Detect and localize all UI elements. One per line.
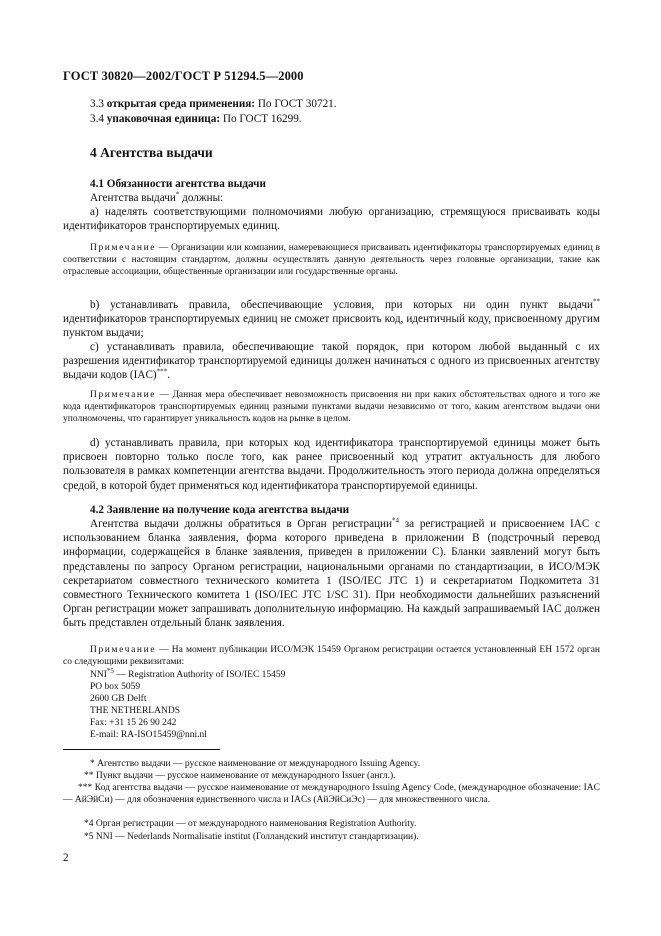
footnote-ref: ***: [156, 367, 168, 376]
footnote-ref: **: [593, 297, 600, 306]
footnote-mark: *5: [84, 832, 94, 842]
address-line: NNI$^{*5}$ — Registration Authority of ISO/IEC 15459: [90, 666, 286, 680]
footnote-mark: **: [84, 771, 94, 781]
address-line: 2600 GB Delft: [90, 694, 147, 705]
note: [63, 242, 600, 278]
footnote-divider: [63, 749, 220, 750]
footnote: ** Пункт выдачи — русское наименование от международного Issuer (англ.).: [84, 771, 396, 781]
note-text: — Организации или компании, намеревающиеся присваивать идентификаторы транспортируемых единиц в соответствии с настоящим стандартом, должны осуществлять данную деятельность через головные организации, такие как отраслевые ассоциации, общественные организации или государственные органы.: [63, 243, 600, 278]
term-number: 3.3: [90, 98, 104, 110]
list-item-d: d) устанавливать правила, при которых код идентификатора транспортируемой единицы может быть присвоен повторно только после того, как ранее присвоенный код утратит актуальность для любого пользователя в рамках компетенции агентства выдачи. Продолжительность этого периода должна определяться средой, в которой будет применяться код идентификатора транспортируемой единицы.: [63, 437, 600, 492]
term-name: открытая среда применения:: [106, 98, 256, 110]
address-line: Fax: +31 15 26 90 242: [90, 718, 177, 729]
note: [63, 644, 600, 668]
note-text: — На момент публикации ИСО/МЭК 15459 Органом регистрации остается установленный ЕН 1572 орган со следующими реквизитами:: [63, 645, 600, 668]
term-number: 3.4: [90, 113, 104, 125]
note-text: — Данная мера обеспечивает невозможность присвоения ни при каких обстоятельствах одного и того же кода идентификаторов транспортируемых единиц разными пунктами выдачи независимо от того, каким агентством выдачи они уполномочены, что гарантирует уникальность кодов на рынке в целом.: [63, 390, 600, 425]
list-item-c: c) устанавливать правила, обеспечивающие такой порядок, при котором любой выданный с их разрешения идентификатор транспортируемой единицы должен начинаться с одного из присвоенных агентству выдачи кодов (IAC)***.: [63, 341, 600, 382]
footnote-ref: *5: [106, 666, 114, 675]
footnote-ref: *: [175, 190, 180, 199]
footnote: * Агентство выдачи — русское наименование от международного Issuing Agency.: [90, 759, 421, 769]
subsection-heading: 4.1 Обязанности агентства выдачи: [90, 178, 266, 190]
term-text: По ГОСТ 30721.: [255, 98, 337, 110]
term-name: упаковочная единица:: [106, 113, 221, 125]
footnote: *** Код агентства выдачи — русское наименование от международного Issuing Agency Code, (международное обозначение: IAC — АйЭйСи) — для обозначения единственного числа и IACs (АйЭйСиЭс) — для множественного числа.: [63, 783, 600, 805]
section-heading: 4 Агентства выдачи: [90, 145, 213, 160]
list-item-b: b) устанавливать правила, обеспечивающие условия, при которых ни один пункт выдачи** идентификаторов транспортируемых единиц не сможет присвоить код, идентичный коду, присвоенному другим пунктом выдачи;: [63, 297, 600, 340]
footnote-ref: *4: [392, 516, 400, 525]
note-label: Примечание: [90, 243, 157, 253]
footnote-mark: *4: [84, 819, 94, 829]
paragraph-application: Агентства выдачи должны обратиться в Орган регистрации$^{*4}$ за регистрацией и присвоением IAC с использованием бланка заявления, форма которого приведена в приложении В (подстрочный перевод информации, содержащейся в бланке заявления, приведен в приложении С). Бланки заявлений могут быть представлены по запросу Органом регистрации, национальными органами по стандартизации, в ИСО/МЭК секретариатом совместного технического комитета 1 (ISO/IEC JTC 1) и секретариатом Подкомитета 31 совместного Технического комитета 1 (ISO/IEC JTC 1/SC 31). При необходимости дальнейших разъяснений Орган регистрации может запрашивать дополнительную информацию. На каждый запрашиваемый IAC должен быть представлен отдельный бланк заявления.: [63, 516, 600, 630]
footnote: *4 Орган регистрации — от международного наименования Registration Authority.: [84, 819, 417, 829]
footnote: *5 NNI — Nederlands Normalisatie institut (Голландский институт стандартизации).: [84, 832, 419, 842]
footnote-mark: *: [90, 759, 95, 769]
list-item-a: а) наделять соответствующими полномочиями любую организацию, стремящуюся присваивать коды идентификаторов транспортируемых единиц.: [63, 206, 600, 233]
page-number: 2: [63, 852, 69, 864]
term-3-4: [90, 112, 590, 126]
note-label: Примечание: [90, 390, 157, 400]
address-line: PO box 5059: [90, 682, 141, 693]
address-line: THE NETHERLANDS: [90, 706, 180, 717]
running-header: ГОСТ 30820—2002/ГОСТ Р 51294.5—2000: [63, 69, 304, 83]
note-label: Примечание: [90, 645, 157, 655]
term-text: По ГОСТ 16299.: [220, 113, 302, 125]
email-line: E-mail: RA-ISO15459@nni.nl: [90, 730, 207, 741]
paragraph-intro: Агентства выдачи* должны:: [90, 190, 224, 204]
note: [63, 389, 600, 425]
subsection-heading: 4.2 Заявление на получение кода агентства выдачи: [90, 504, 350, 516]
term-3-3: [90, 97, 590, 111]
footnote-mark: ***: [78, 783, 93, 793]
address-block: [90, 666, 490, 742]
